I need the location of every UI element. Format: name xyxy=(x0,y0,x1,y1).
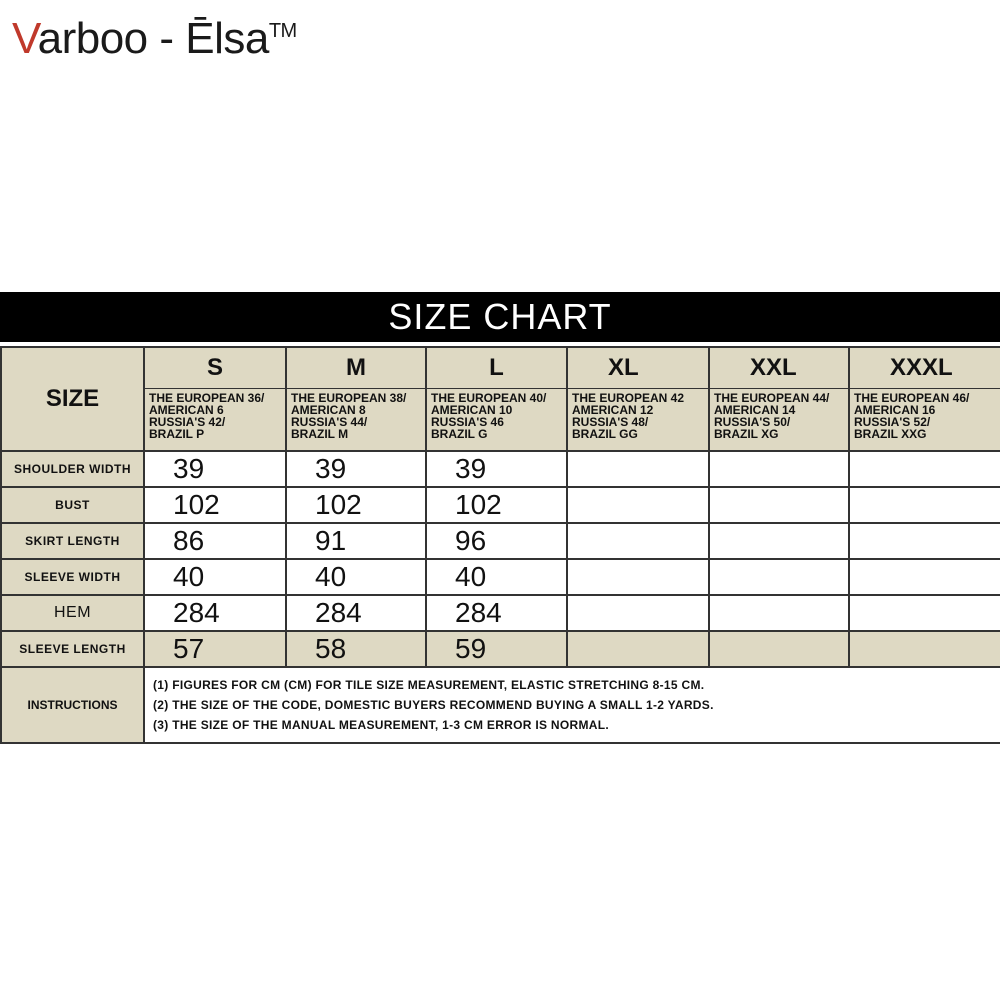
size-desc-s: THE EUROPEAN 36/ AMERICAN 6 RUSSIA'S 42/ BRAZIL P xyxy=(144,389,286,452)
table-cell: 58 xyxy=(286,631,426,667)
table-cell: 40 xyxy=(426,559,567,595)
table-cell xyxy=(709,487,849,523)
size-desc-xl: THE EUROPEAN 42 AMERICAN 12 RUSSIA'S 48/ BRAZIL GG xyxy=(567,389,709,452)
table-cell: 39 xyxy=(286,451,426,487)
row-label-shoulder-width: SHOULDER WIDTH xyxy=(1,451,144,487)
table-cell: 102 xyxy=(144,487,286,523)
table-cell: 40 xyxy=(286,559,426,595)
table-row xyxy=(1,559,1000,595)
row-label-skirt-length: SKIRT LENGTH xyxy=(1,523,144,559)
table-cell: 96 xyxy=(426,523,567,559)
table-cell xyxy=(849,559,1000,595)
table-cell xyxy=(709,595,849,631)
size-name-xxl: XXL xyxy=(709,347,849,389)
instructions-text xyxy=(144,667,1000,743)
table-cell xyxy=(849,595,1000,631)
instructions-row xyxy=(1,667,1000,743)
table-cell: 284 xyxy=(426,595,567,631)
size-name-row xyxy=(1,347,1000,389)
size-name-xl: XL xyxy=(567,347,709,389)
row-label-sleeve-width: SLEEVE WIDTH xyxy=(1,559,144,595)
table-cell xyxy=(567,559,709,595)
size-chart-table xyxy=(0,346,1000,744)
table-cell xyxy=(567,595,709,631)
table-cell xyxy=(567,451,709,487)
row-label-bust: BUST xyxy=(1,487,144,523)
table-cell: 86 xyxy=(144,523,286,559)
table-cell: 59 xyxy=(426,631,567,667)
table-row xyxy=(1,631,1000,667)
brand-name: arboo - Ēlsa xyxy=(37,14,269,63)
table-cell xyxy=(709,451,849,487)
size-desc-xxl: THE EUROPEAN 44/ AMERICAN 14 RUSSIA'S 50/ BRAZIL XG xyxy=(709,389,849,452)
size-desc-l: THE EUROPEAN 40/ AMERICAN 10 RUSSIA'S 46 BRAZIL G xyxy=(426,389,567,452)
table-cell xyxy=(709,559,849,595)
size-name-xxxl: XXXL xyxy=(849,347,1000,389)
table-cell xyxy=(709,523,849,559)
table-row xyxy=(1,451,1000,487)
instruction-line: (3) THE SIZE OF THE MANUAL MEASUREMENT, 1-3 CM ERROR IS NORMAL. xyxy=(153,718,610,732)
table-row xyxy=(1,595,1000,631)
row-label-sleeve-length: SLEEVE LENGTH xyxy=(1,631,144,667)
table-cell xyxy=(709,631,849,667)
trademark-mark: TM xyxy=(268,20,297,42)
table-cell: 284 xyxy=(286,595,426,631)
table-cell xyxy=(849,631,1000,667)
size-desc-xxxl: THE EUROPEAN 46/ AMERICAN 16 RUSSIA'S 52/ BRAZIL XXG xyxy=(849,389,1000,452)
size-name-l: L xyxy=(426,347,567,389)
brand-logo xyxy=(12,14,297,64)
size-name-s: S xyxy=(144,347,286,389)
table-cell: 39 xyxy=(426,451,567,487)
table-cell: 57 xyxy=(144,631,286,667)
table-cell xyxy=(849,451,1000,487)
table-cell: 40 xyxy=(144,559,286,595)
table-cell xyxy=(849,523,1000,559)
instructions-label: INSTRUCTIONS xyxy=(1,667,144,743)
instruction-line: (2) THE SIZE OF THE CODE, DOMESTIC BUYERS RECOMMEND BUYING A SMALL 1-2 YARDS. xyxy=(153,698,714,712)
size-name-m: M xyxy=(286,347,426,389)
row-label-hem: HEM xyxy=(1,595,144,631)
table-cell xyxy=(567,523,709,559)
brand-first-letter: V xyxy=(12,14,38,63)
table-row xyxy=(1,523,1000,559)
size-desc-m: THE EUROPEAN 38/ AMERICAN 8 RUSSIA'S 44/ BRAZIL M xyxy=(286,389,426,452)
instruction-line: (1) FIGURES FOR CM (CM) FOR TILE SIZE MEASUREMENT, ELASTIC STRETCHING 8-15 CM. xyxy=(153,678,705,692)
table-cell: 39 xyxy=(144,451,286,487)
table-cell: 102 xyxy=(286,487,426,523)
size-desc-row xyxy=(1,389,1000,452)
table-cell: 102 xyxy=(426,487,567,523)
table-cell xyxy=(567,631,709,667)
table-cell xyxy=(567,487,709,523)
table-cell: 284 xyxy=(144,595,286,631)
size-chart-title: SIZE CHART xyxy=(0,292,1000,342)
table-cell: 91 xyxy=(286,523,426,559)
size-header-label: SIZE xyxy=(1,347,144,451)
table-row xyxy=(1,487,1000,523)
table-cell xyxy=(849,487,1000,523)
